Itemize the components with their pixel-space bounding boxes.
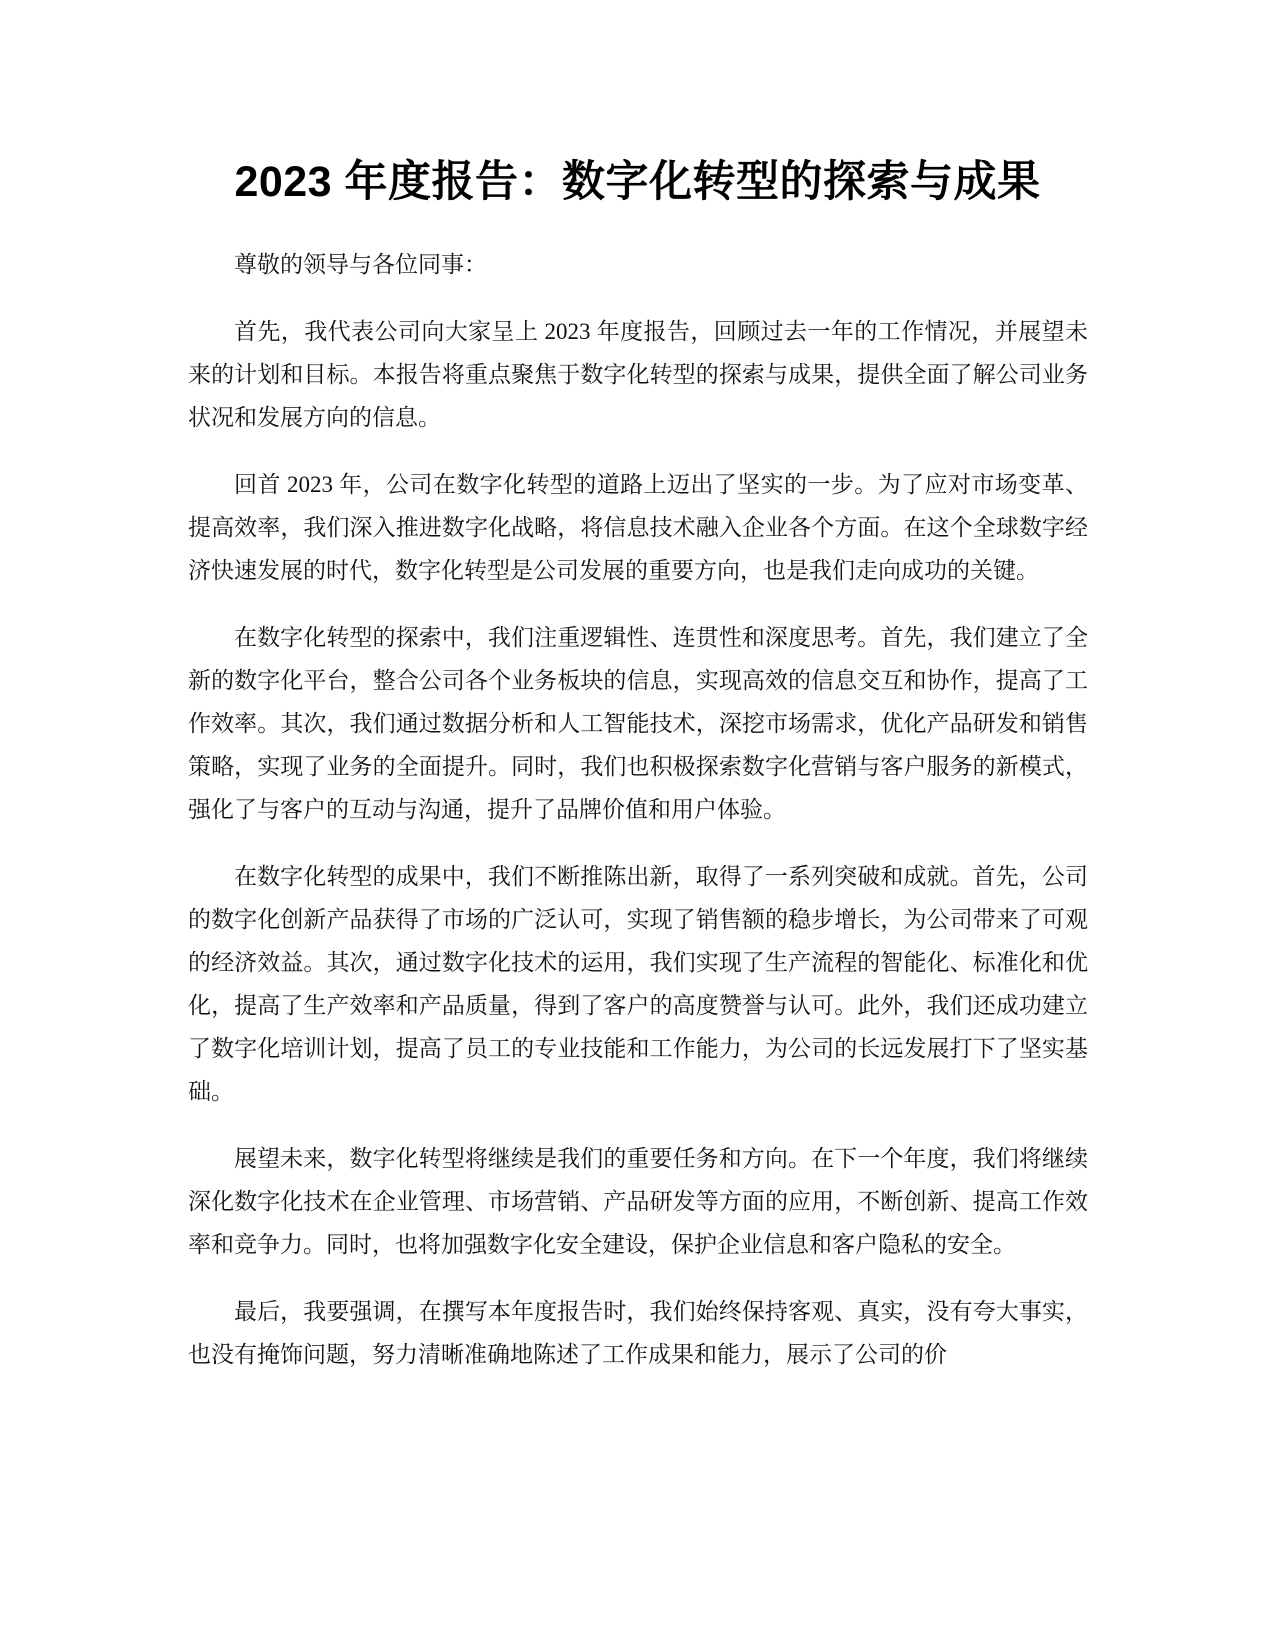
review-paragraph: 回首 2023 年，公司在数字化转型的道路上迈出了坚实的一步。为了应对市场变革、提高效率，我们深入推进数字化战略，将信息技术融入企业各个方面。在这个全球数字经济快速发展的时代，数字化转型是公司发展的重要方向，也是我们走向成功的关键。 [188, 472, 1088, 583]
intro-paragraph: 首先，我代表公司向大家呈上 2023 年度报告，回顾过去一年的工作情况，并展望未来的计划和目标。本报告将重点聚焦于数字化转型的探索与成果，提供全面了解公司业务状况和发展方向的信息。 [188, 319, 1088, 430]
exploration-paragraph: 在数字化转型的探索中，我们注重逻辑性、连贯性和深度思考。首先，我们建立了全新的数字化平台，整合公司各个业务板块的信息，实现高效的信息交互和协作，提高了工作效率。其次，我们通过数据分析和人工智能技术，深挖市场需求，优化产品研发和销售策略，实现了业务的全面提升。同时，我们也积极探索数字化营销与客户服务的新模式，强化了与客户的互动与沟通，提升了品牌价值和用户体验。 [188, 625, 1088, 822]
document-body [188, 243, 1088, 1400]
closing-paragraph: 最后，我要强调，在撰写本年度报告时，我们始终保持客观、真实，没有夸大事实，也没有掩饰问题，努力清晰准确地陈述了工作成果和能力，展示了公司的价 [188, 1299, 1088, 1367]
salutation-paragraph: 尊敬的领导与各位同事： [234, 252, 487, 277]
outlook-paragraph: 展望未来，数字化转型将继续是我们的重要任务和方向。在下一个年度，我们将继续深化数字化技术在企业管理、市场营销、产品研发等方面的应用，不断创新、提高工作效率和竞争力。同时，也将加强数字化安全建设，保护企业信息和客户隐私的安全。 [188, 1146, 1088, 1257]
results-paragraph: 在数字化转型的成果中，我们不断推陈出新，取得了一系列突破和成就。首先，公司的数字化创新产品获得了市场的广泛认可，实现了销售额的稳步增长，为公司带来了可观的经济效益。其次，通过数字化技术的运用，我们实现了生产流程的智能化、标准化和优化，提高了生产效率和产品质量，得到了客户的高度赞誉与认可。此外，我们还成功建立了数字化培训计划，提高了员工的专业技能和工作能力，为公司的长远发展打下了坚实基础。 [188, 864, 1088, 1104]
document-title: 2023 年度报告：数字化转型的探索与成果 [234, 158, 1041, 206]
